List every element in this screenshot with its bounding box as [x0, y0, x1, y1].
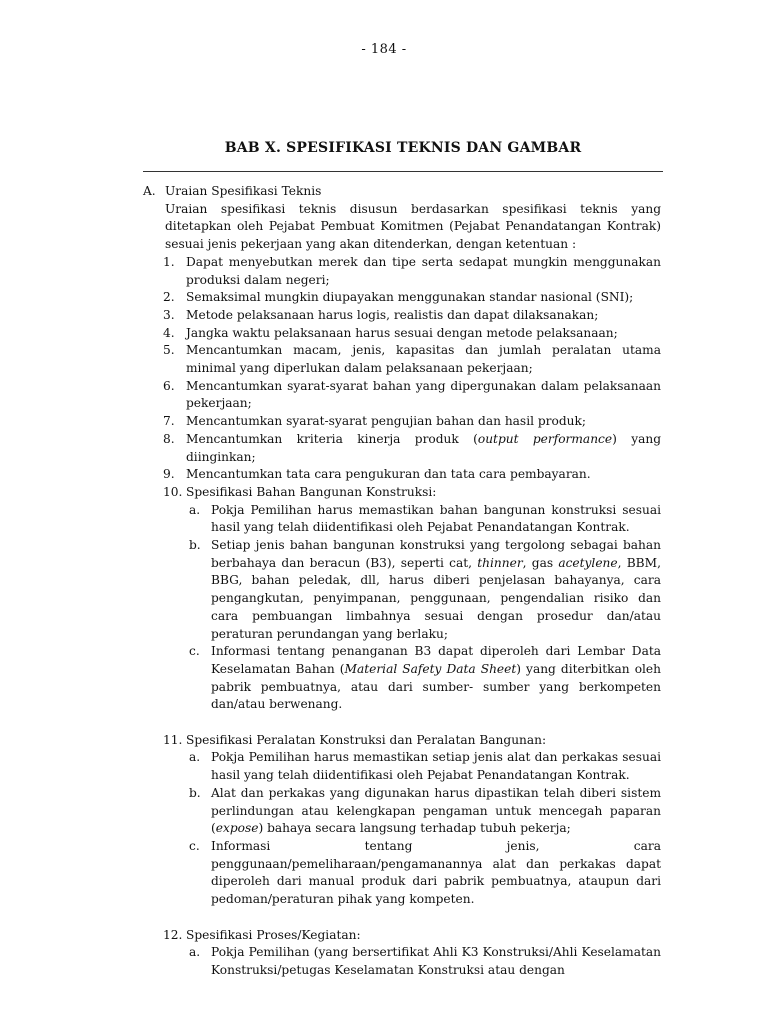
- list-item: [143, 289, 661, 307]
- sublist-letter: a.: [189, 502, 201, 517]
- page-number: - 184 -: [361, 42, 407, 57]
- sublist-letter: b.: [189, 538, 201, 553]
- list-text: Mencantumkan tata cara pengukuran dan tata cara pembayaran.: [186, 467, 591, 482]
- spacer: [143, 714, 661, 732]
- list-number: 5.: [163, 343, 175, 358]
- chapter-title: BAB X. SPESIFIKASI TEKNIS DAN GAMBAR: [224, 140, 582, 156]
- list-text: Spesifikasi Peralatan Konstruksi dan Peralatan Bangunan:: [186, 732, 547, 747]
- sublist-text: ) yang diterbitkan oleh pabrik pembuatnya, atau dari sumber- sumber yang berkompeten dan/atau berwenang.: [211, 661, 661, 712]
- list-text: Jangka waktu pelaksanaan harus sesuai dengan metode pelaksanaan;: [186, 325, 618, 340]
- title-divider: [143, 171, 663, 172]
- sublist-item: [143, 838, 661, 909]
- sublist-text: ) bahaya secara langsung terhadap tubuh pekerja;: [258, 821, 571, 836]
- list-number: 8.: [163, 431, 175, 446]
- list-number: 12.: [163, 927, 183, 942]
- sublist-text: Setiap jenis bahan bangunan konstruksi yang tergolong sebagai bahan berbahaya dan beracun (B3), seperti cat,: [211, 538, 661, 570]
- sublist-item: [143, 944, 661, 979]
- list-text: Dapat menyebutkan merek dan tipe serta sedapat mungkin menggunakan produksi dalam negeri;: [186, 254, 661, 287]
- list-text: Spesifikasi Proses/Kegiatan:: [186, 927, 361, 942]
- section-label: A.: [143, 184, 156, 198]
- list-item: [143, 732, 661, 750]
- list-number: 1.: [163, 254, 175, 269]
- list-item: [143, 484, 661, 502]
- sublist-text: Informasi tentang penanganan B3 dapat diperoleh dari Lembar Data Keselamatan Bahan (: [211, 644, 661, 676]
- sublist-item: [143, 537, 661, 643]
- list-item: [143, 342, 661, 377]
- sublist-text-italic: expose: [215, 821, 259, 836]
- sublist-letter: a.: [189, 750, 201, 765]
- sublist-item: [143, 643, 661, 714]
- sublist-text: Pokja Pemilihan (yang bersertifikat Ahli K3 Konstruksi/Ahli Keselamatan Konstruksi/petugas Keselamatan Konstruksi atau dengan: [211, 945, 661, 977]
- list-number: 9.: [163, 467, 175, 482]
- justified-line: [211, 838, 661, 856]
- list-number: 4.: [163, 325, 175, 340]
- sublist-word: Informasi: [211, 839, 271, 853]
- list-text: Spesifikasi Bahan Bangunan Konstruksi:: [186, 484, 437, 499]
- sublist-letter: c.: [189, 644, 200, 659]
- sublist-text: Pokja Pemilihan harus memastikan bahan bangunan konstruksi sesuai hasil yang telah diidentifikasi oleh Pejabat Penandatangan Kontrak.: [211, 502, 661, 535]
- sublist-text: , gas: [522, 555, 559, 570]
- sublist-text-italic: acetylene: [558, 555, 618, 570]
- list-text: ) yang diinginkan;: [186, 431, 662, 464]
- sublist-item: [143, 785, 661, 838]
- section-intro: Uraian spesifikasi teknis disusun berdasarkan spesifikasi teknis yang ditetapkan oleh Pejabat Pembuat Komitmen (Pejabat Penandatangan Kontrak) sesuai jenis pekerjaan yang akan ditenderkan, dengan ketentuan :: [165, 201, 661, 252]
- list-text-italic: output performance: [477, 431, 613, 446]
- list-text: Mencantumkan syarat-syarat bahan yang dipergunakan dalam pelaksanaan pekerjaan;: [186, 378, 661, 411]
- sublist-word: jenis,: [506, 839, 540, 853]
- sublist-text: , BBM, BBG, bahan peledak, dll, harus diberi penjelasan bahayanya, cara pengangkutan, penyimpanan, penggunaan, pengendalian risiko dan cara pembuangan limbahnya sesuai dengan prosedur dan/atau peraturan perundangan yang berlaku;: [211, 555, 661, 641]
- section-heading-text: Uraian Spesifikasi Teknis: [165, 184, 322, 198]
- list-number: 10.: [163, 484, 183, 499]
- section-heading: [143, 183, 661, 201]
- sublist-text: Alat dan perkakas yang digunakan harus dipastikan telah diberi sistem perlindungan atau kelengkapan pengaman untuk mencegah paparan (: [211, 785, 661, 836]
- list-item: [143, 413, 661, 431]
- list-text: Mencantumkan kriteria kinerja produk (: [186, 431, 478, 446]
- sublist-text-italic: Material Safety Data Sheet: [344, 661, 517, 676]
- sublist-letter: a.: [189, 945, 201, 960]
- list-item: [143, 254, 661, 289]
- spacer: [143, 909, 661, 927]
- list-item: [143, 431, 661, 466]
- list-text: Semaksimal mungkin diupayakan menggunakan standar nasional (SNI);: [186, 290, 634, 305]
- sublist-letter: c.: [189, 839, 200, 853]
- list-text: Mencantumkan syarat-syarat pengujian bahan dan hasil produk;: [186, 414, 586, 429]
- sublist-text: penggunaan/pemeliharaan/pengamanannya alat dan perkakas dapat diperoleh dari manual produk dari pabrik pembuatnya, ataupun dari pedoman/peraturan pihak yang kompeten.: [211, 856, 661, 907]
- sublist-word: tentang: [364, 839, 413, 853]
- list-number: 3.: [163, 307, 175, 322]
- sublist-word: cara: [633, 839, 661, 853]
- list-item: [143, 466, 661, 484]
- sublist-item: [143, 502, 661, 537]
- sublist-letter: b.: [189, 785, 201, 800]
- sublist-text: Pokja Pemilihan harus memastikan setiap jenis alat dan perkakas sesuai hasil yang telah diidentifikasi oleh Pejabat Penandatangan Kontrak.: [211, 750, 661, 783]
- document-body: [143, 183, 661, 980]
- list-text: Metode pelaksanaan harus logis, realistis dan dapat dilaksanakan;: [186, 307, 599, 322]
- sublist-text-italic: thinner: [477, 555, 523, 570]
- list-number: 2.: [163, 290, 175, 305]
- list-number: 6.: [163, 378, 175, 393]
- list-text: Mencantumkan macam, jenis, kapasitas dan jumlah peralatan utama minimal yang diperlukan dalam pelaksanaan pekerjaan;: [186, 343, 661, 376]
- list-item: [143, 325, 661, 343]
- list-item: [143, 307, 661, 325]
- list-item: [143, 378, 661, 413]
- list-number: 7.: [163, 414, 175, 429]
- list-item: [143, 927, 661, 945]
- sublist-item: [143, 749, 661, 784]
- list-number: 11.: [163, 732, 183, 747]
